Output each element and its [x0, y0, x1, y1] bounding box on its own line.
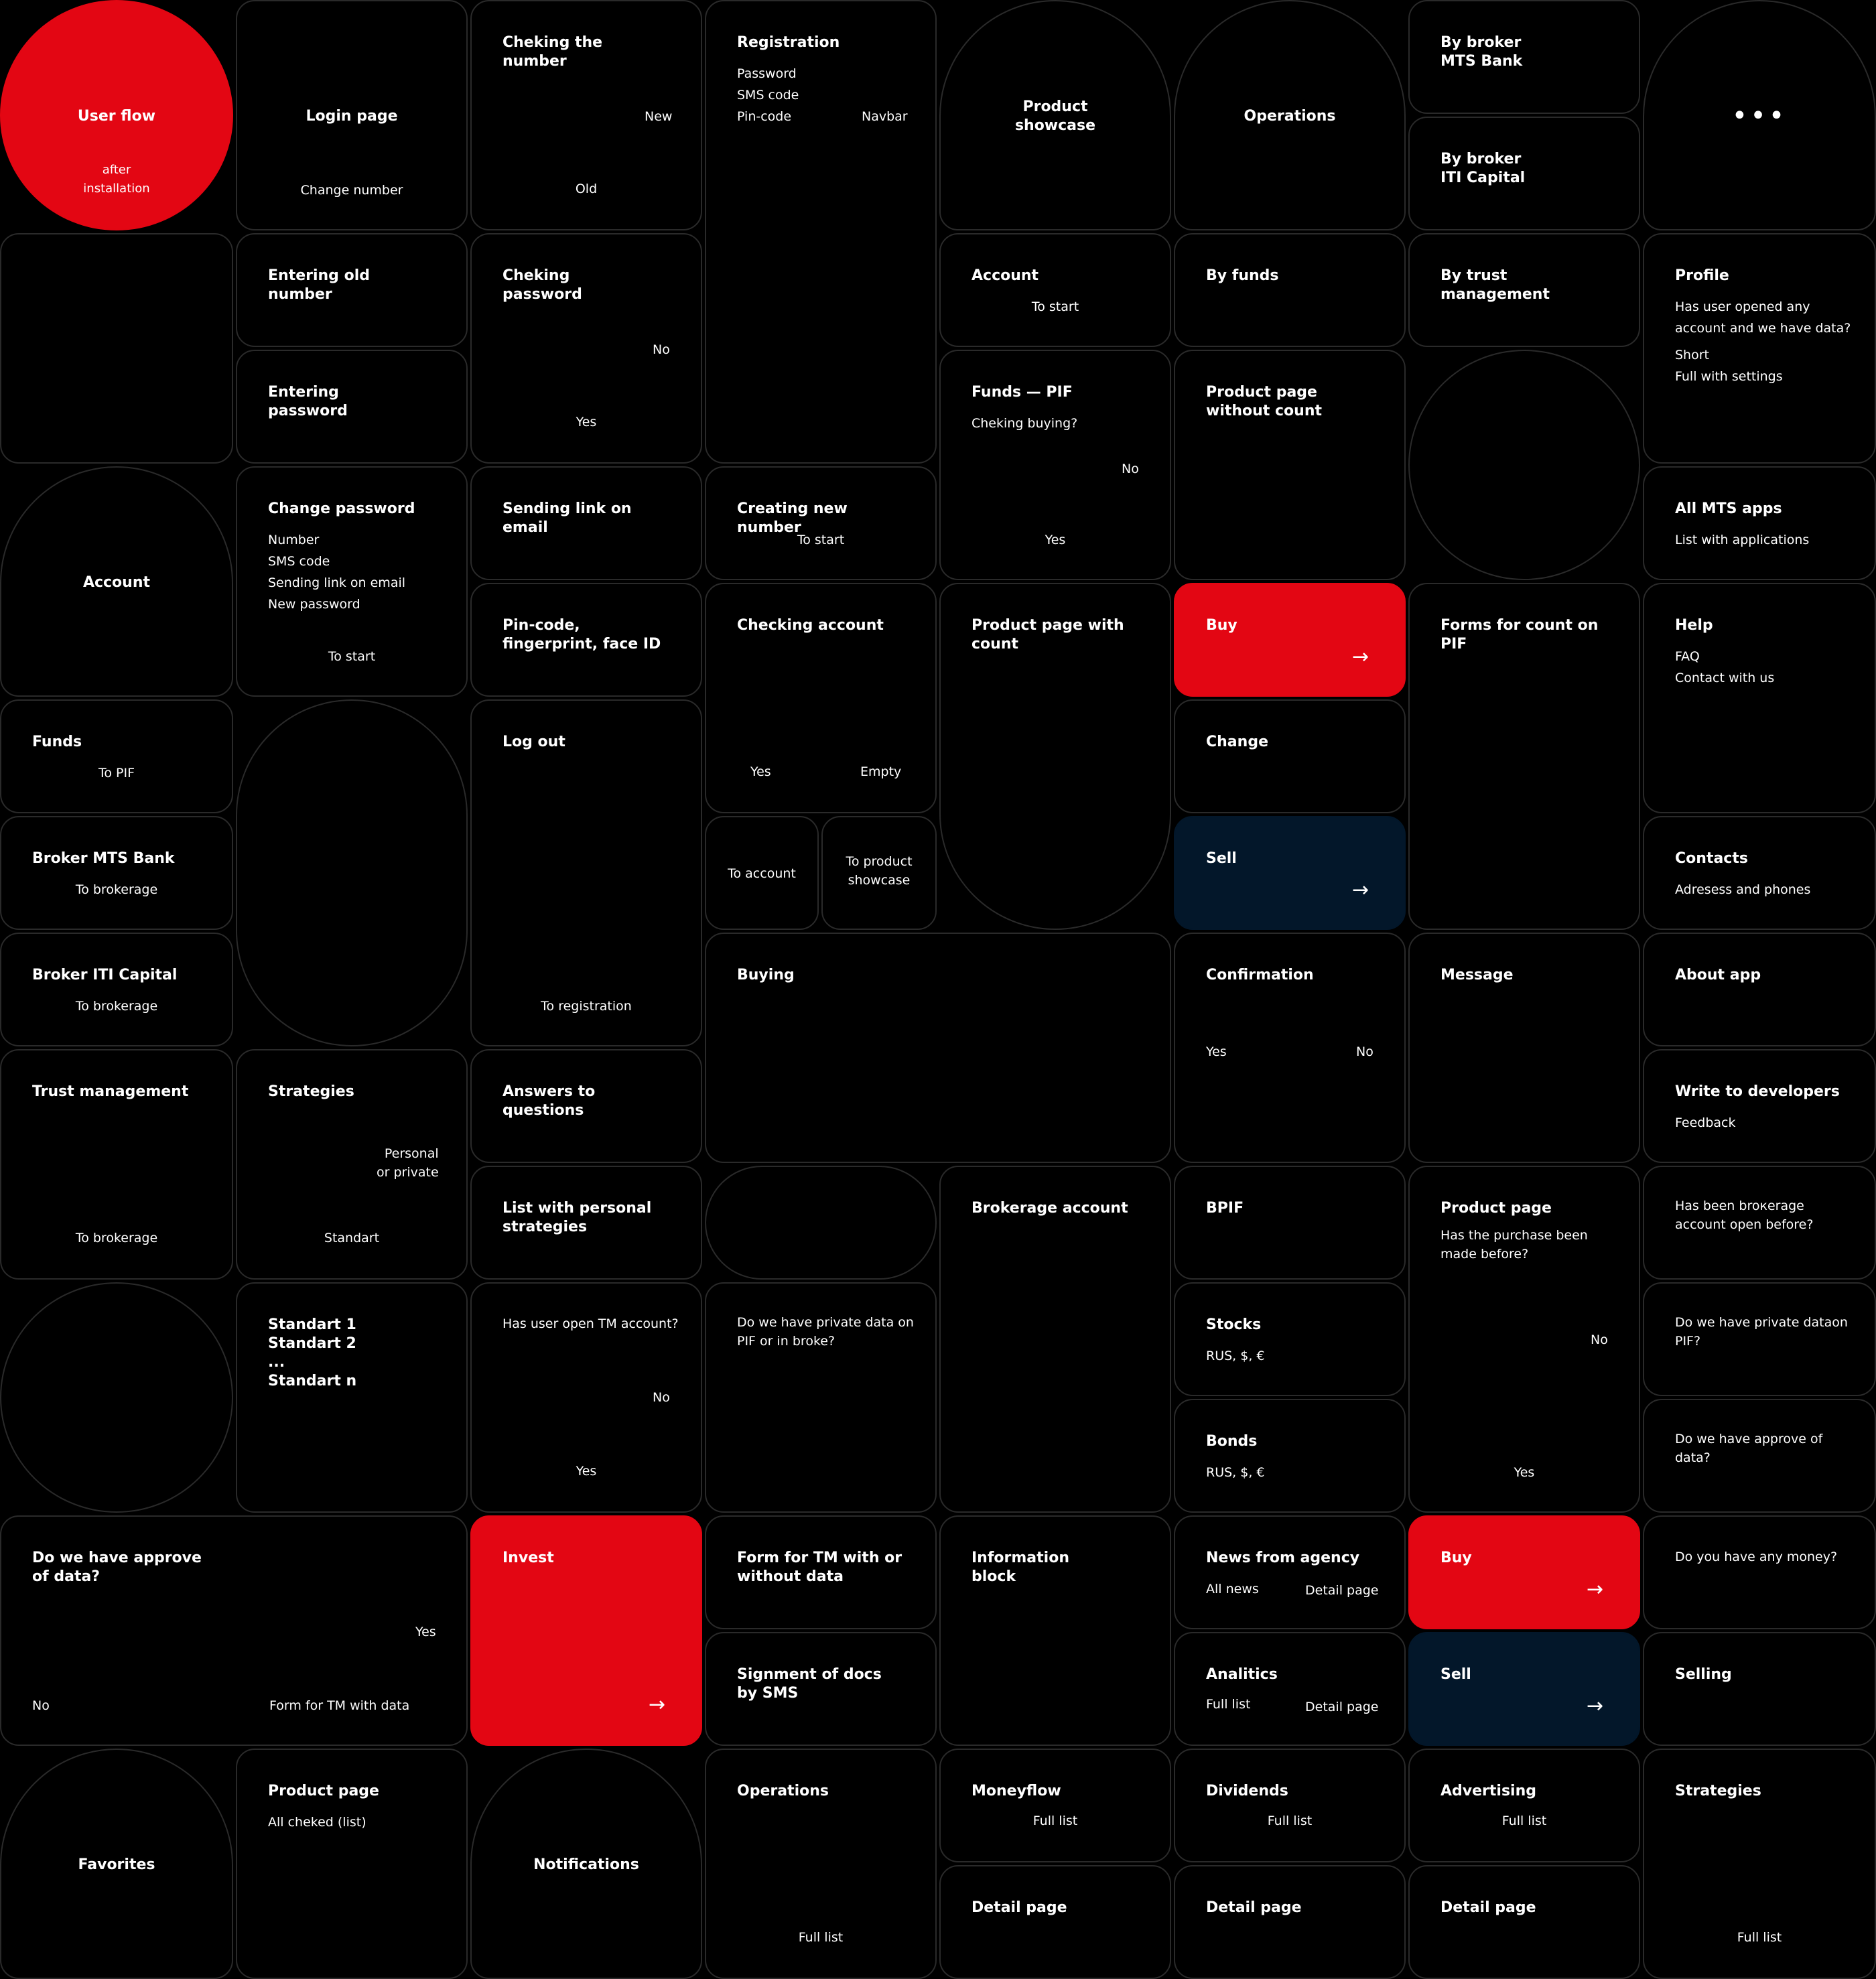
- detail-page-card-2[interactable]: [1174, 1865, 1406, 1979]
- card-title: Sending link on email: [503, 500, 632, 536]
- card-title: Information block: [972, 1550, 1069, 1585]
- answers-card[interactable]: [470, 1049, 702, 1163]
- card-subtitle: To registration: [541, 999, 632, 1014]
- option-no: No: [1122, 462, 1139, 476]
- operations-card[interactable]: [1174, 0, 1406, 230]
- card-question: Do we have private data on PIF or in broke?: [737, 1315, 914, 1349]
- money-question-card[interactable]: [1643, 1515, 1876, 1629]
- card-title: Write to developers: [1675, 1083, 1840, 1100]
- selling-card[interactable]: [1643, 1632, 1876, 1746]
- card-subtitle: To brokerage: [75, 1231, 158, 1245]
- card-subtitle: Change number: [300, 183, 403, 198]
- by-broker-iti-card[interactable]: [1408, 117, 1640, 230]
- creating-new-number-card[interactable]: [705, 466, 937, 580]
- arrow-right-icon: →: [1587, 1578, 1604, 1601]
- trust-management-card[interactable]: [0, 1049, 233, 1280]
- card-title: Strategies: [1675, 1783, 1761, 1799]
- analitics-card[interactable]: [1174, 1632, 1406, 1746]
- moneyflow-card[interactable]: [939, 1749, 1171, 1862]
- card-title: Favorites: [78, 1856, 155, 1873]
- card-title: Answers to questions: [503, 1083, 596, 1119]
- product-page-card[interactable]: [1408, 1166, 1640, 1513]
- card-title: Account: [82, 574, 151, 591]
- card-title: Cheking the number: [503, 34, 603, 70]
- card-title: Account: [972, 267, 1039, 284]
- card-title: By broker MTS Bank: [1440, 34, 1523, 70]
- option-no: No: [653, 342, 670, 357]
- card-title: Notifications: [533, 1856, 639, 1873]
- card-title: Entering password: [268, 384, 348, 419]
- card-title: BPIF: [1206, 1200, 1244, 1217]
- registration-card[interactable]: [705, 0, 937, 464]
- tm-account-card[interactable]: [470, 1282, 702, 1513]
- entering-old-number-card[interactable]: [236, 233, 468, 347]
- card-subtitle: To start: [1031, 299, 1079, 314]
- dividends-card[interactable]: [1174, 1749, 1406, 1862]
- card-title: Buying: [737, 967, 795, 983]
- change-password-items: Number SMS code Sending link on email New password: [268, 533, 406, 612]
- card-title: Confirmation: [1206, 967, 1314, 983]
- option-detail: Detail page: [1305, 1583, 1379, 1598]
- card-title: Creating new number: [737, 500, 848, 536]
- card-title: To product showcase: [846, 854, 913, 888]
- card-title: Checking account: [737, 617, 884, 634]
- card-title: Dividends: [1206, 1783, 1288, 1799]
- card-title: By trust management: [1440, 267, 1550, 303]
- brokerage-account-card[interactable]: [939, 1166, 1171, 1513]
- card-title: Profile: [1675, 267, 1729, 284]
- user-flow-card[interactable]: [0, 0, 233, 230]
- card-title: Operations: [1244, 108, 1336, 125]
- option-form: Form for TM with data: [269, 1698, 410, 1713]
- option-yes: Yes: [415, 1625, 436, 1639]
- option-yes: Yes: [1045, 533, 1066, 547]
- arrow-right-icon: →: [649, 1693, 666, 1716]
- card-title: Product page with count: [972, 617, 1124, 653]
- confirmation-card[interactable]: [1174, 933, 1406, 1163]
- card-title: Strategies: [268, 1083, 354, 1100]
- list-personal-strategies-card[interactable]: [470, 1166, 702, 1280]
- card-title: Help: [1675, 617, 1713, 634]
- log-out-card[interactable]: [470, 699, 702, 1046]
- card-title: Cheking password: [503, 267, 582, 303]
- card-title: Detail page: [1206, 1899, 1302, 1916]
- card-title: Product page: [1440, 1200, 1552, 1217]
- card-title: By funds: [1206, 267, 1279, 284]
- card-title: Advertising: [1440, 1783, 1536, 1799]
- notifications-card[interactable]: [470, 1749, 702, 1979]
- bonds-card[interactable]: [1174, 1399, 1406, 1513]
- standart-list-card[interactable]: [236, 1282, 468, 1513]
- checking-password-card[interactable]: [470, 233, 702, 464]
- card-title: Funds — PIF: [972, 384, 1073, 401]
- option-yes: Yes: [576, 415, 597, 429]
- buying-card[interactable]: [705, 933, 1171, 1163]
- option-personal: Personal or private: [377, 1146, 439, 1180]
- card-title: Broker MTS Bank: [32, 850, 175, 867]
- card-title: Analitics: [1206, 1666, 1278, 1683]
- broker-mts-bank-card[interactable]: [0, 816, 233, 930]
- card-question: Do we have private dataon PIF?: [1675, 1315, 1848, 1349]
- product-showcase-card[interactable]: [939, 0, 1171, 230]
- option-empty: Empty: [860, 764, 902, 779]
- card-title: Product page: [268, 1783, 379, 1799]
- option-old: Old: [575, 182, 598, 196]
- card-title: Broker ITI Capital: [32, 967, 178, 983]
- card-title: Signment of docs by SMS: [737, 1666, 882, 1702]
- card-question: Do we have approve of data?: [1675, 1432, 1823, 1465]
- option-detail: Detail page: [1305, 1700, 1379, 1714]
- option-no: No: [1591, 1333, 1608, 1347]
- card-subtitle: Full list: [798, 1930, 844, 1945]
- card-subtitle: Adresess and phones: [1675, 882, 1811, 897]
- card-title: Message: [1440, 967, 1514, 983]
- card-title: News from agency: [1206, 1550, 1360, 1566]
- card-subtitle: To brokerage: [75, 999, 158, 1014]
- card-question: Has been broкerage account open before?: [1675, 1199, 1814, 1232]
- strategies-list-card[interactable]: [1643, 1749, 1876, 1979]
- card-question: Do you have any money?: [1675, 1550, 1838, 1564]
- change-password-card[interactable]: [236, 466, 468, 697]
- option-yes: Yes: [750, 764, 771, 779]
- empty-pill: [705, 1166, 937, 1280]
- sell-button-2[interactable]: [1408, 1632, 1640, 1746]
- private-data-pif2-card[interactable]: [1643, 1282, 1876, 1396]
- pin-code-card[interactable]: [470, 583, 702, 697]
- empty-circle: [1408, 350, 1640, 580]
- card-title: All MTS apps: [1675, 500, 1782, 517]
- card-title: Buy: [1440, 1550, 1472, 1566]
- card-subtitle: Full list: [1501, 1814, 1547, 1828]
- about-app-card[interactable]: [1643, 933, 1876, 1046]
- option-no: No: [1356, 1044, 1374, 1059]
- invest-button[interactable]: [470, 1515, 702, 1746]
- card-title: Selling: [1675, 1666, 1732, 1683]
- more-card[interactable]: [1643, 0, 1876, 230]
- option-navbar: Navbar: [862, 109, 908, 124]
- card-subtitle: List with applications: [1675, 533, 1810, 547]
- empty-circle: [0, 1282, 233, 1513]
- card-title: Bonds: [1206, 1433, 1258, 1450]
- card-subtitle: Full list: [1267, 1814, 1313, 1828]
- empty-card: [0, 233, 233, 464]
- to-product-showcase-card[interactable]: [821, 816, 937, 930]
- buy-button[interactable]: [1174, 583, 1406, 697]
- registration-items: Password SMS code Pin-code: [737, 66, 799, 124]
- card-subtitle: To PIF: [98, 766, 135, 780]
- profile-options: Short Full with settings: [1675, 348, 1783, 384]
- sending-link-card[interactable]: [470, 466, 702, 580]
- funds-pif-card[interactable]: [939, 350, 1171, 580]
- buy-button-2[interactable]: [1408, 1515, 1640, 1629]
- contacts-card[interactable]: [1643, 816, 1876, 930]
- bpif-card[interactable]: [1174, 1166, 1406, 1280]
- card-question: Has the purchase been made before?: [1440, 1228, 1588, 1261]
- favorites-card[interactable]: [0, 1749, 233, 1979]
- detail-page-card-3[interactable]: [1408, 1865, 1640, 1979]
- funds-card[interactable]: [0, 699, 233, 813]
- change-card[interactable]: [1174, 699, 1406, 813]
- card-title: By broker ITI Capital: [1440, 151, 1526, 186]
- product-page-with-count-card[interactable]: [939, 583, 1171, 930]
- card-title: Change: [1206, 734, 1268, 750]
- sell-button[interactable]: [1174, 816, 1406, 930]
- card-title: Forms for count on PIF: [1440, 617, 1599, 653]
- card-subtitle: To start: [797, 533, 845, 547]
- account-start-card[interactable]: [939, 233, 1171, 347]
- card-subtitle: Full list: [1737, 1930, 1782, 1945]
- information-block-card[interactable]: [939, 1515, 1171, 1746]
- form-tm-card[interactable]: [705, 1515, 937, 1629]
- empty-pill: [236, 699, 468, 1046]
- card-subtitle: All cheked (list): [268, 1815, 366, 1830]
- card-title: List with personal strategies: [503, 1200, 652, 1235]
- card-question: Has user open TM account?: [503, 1316, 679, 1331]
- card-question: Has user opened any account and we have data?: [1675, 299, 1851, 336]
- option-yes: Yes: [1206, 1044, 1227, 1059]
- card-title: Contacts: [1675, 850, 1748, 867]
- detail-page-card-1[interactable]: [939, 1865, 1171, 1979]
- arrow-right-icon: →: [1352, 878, 1369, 902]
- card-title: Detail page: [1440, 1899, 1536, 1916]
- card-title: Brokerage account: [972, 1200, 1128, 1217]
- broker-iti-capital-card[interactable]: [0, 933, 233, 1046]
- card-title: Log out: [503, 734, 565, 750]
- card-title: Registration: [737, 34, 840, 51]
- forms-for-count-card[interactable]: [1408, 583, 1640, 930]
- approve-data-card[interactable]: [1643, 1399, 1876, 1513]
- card-title: Funds: [32, 734, 82, 750]
- to-account-card[interactable]: [705, 816, 819, 930]
- signment-docs-card[interactable]: [705, 1632, 937, 1746]
- write-to-developers-card[interactable]: [1643, 1049, 1876, 1163]
- card-title: Standart 1 Standart 2 ... Standart n: [268, 1316, 357, 1389]
- card-title: Sell: [1440, 1666, 1471, 1683]
- account-card[interactable]: [0, 466, 233, 697]
- card-title: Change password: [268, 500, 415, 517]
- card-subtitle: To brokerage: [75, 882, 158, 897]
- approve-of-data-card[interactable]: [0, 1515, 468, 1746]
- card-title: Product showcase: [1014, 98, 1096, 134]
- card-title: Pin-code, fingerprint, face ID: [503, 617, 661, 653]
- message-card[interactable]: [1408, 933, 1640, 1163]
- card-title: Operations: [737, 1783, 829, 1799]
- card-title: Detail page: [972, 1899, 1067, 1916]
- entering-password-card[interactable]: [236, 350, 468, 464]
- all-mts-apps-card[interactable]: [1643, 466, 1876, 580]
- product-page-favorites-card[interactable]: [236, 1749, 468, 1979]
- help-card[interactable]: [1643, 583, 1876, 813]
- option-standart: Standart: [324, 1231, 380, 1245]
- card-question: Cheking buying?: [972, 416, 1078, 431]
- news-card[interactable]: [1174, 1515, 1406, 1629]
- more-icon[interactable]: •••: [1731, 100, 1788, 131]
- checking-account-card[interactable]: [705, 583, 937, 813]
- card-subtitle: Full list: [1032, 1814, 1078, 1828]
- product-page-no-count-card[interactable]: [1174, 350, 1406, 580]
- card-title: User flow: [77, 108, 156, 125]
- card-subtitle: after installation: [83, 163, 150, 196]
- private-data-pif-card[interactable]: [705, 1282, 937, 1513]
- option-no: No: [32, 1698, 50, 1713]
- card-title: Sell: [1206, 850, 1237, 867]
- option-no: No: [653, 1390, 670, 1405]
- by-funds-card[interactable]: [1174, 233, 1406, 347]
- arrow-right-icon: →: [1352, 645, 1369, 669]
- card-subtitle: Feedback: [1675, 1115, 1736, 1130]
- card-title: Invest: [503, 1550, 554, 1566]
- card-subtitle: To start: [328, 649, 376, 664]
- option-yes: Yes: [576, 1464, 597, 1479]
- card-title: Stocks: [1206, 1316, 1262, 1333]
- by-trust-management-card[interactable]: [1408, 233, 1640, 347]
- brokerage-before-card[interactable]: [1643, 1166, 1876, 1280]
- option-full-list: Full list: [1206, 1697, 1251, 1712]
- card-title: Buy: [1206, 617, 1237, 634]
- stocks-card[interactable]: [1174, 1282, 1406, 1396]
- card-subtitle: RUS, $, €: [1206, 1465, 1265, 1480]
- card-title: Moneyflow: [972, 1783, 1061, 1799]
- option-all-news: All news: [1206, 1582, 1259, 1596]
- card-title: To account: [728, 866, 796, 881]
- operations-list-card[interactable]: [705, 1749, 937, 1979]
- arrow-right-icon: →: [1587, 1694, 1604, 1718]
- help-items: FAQ Contact with us: [1675, 649, 1775, 685]
- option-yes: Yes: [1514, 1465, 1535, 1480]
- card-title: Do we have approve of data?: [32, 1550, 202, 1585]
- card-subtitle: RUS, $, €: [1206, 1349, 1265, 1363]
- card-title: Login page: [306, 108, 398, 125]
- login-page-card[interactable]: [236, 0, 468, 230]
- card-title: Form for TM with or without data: [737, 1550, 902, 1585]
- card-title: Trust management: [32, 1083, 189, 1100]
- card-title: Product page without count: [1206, 384, 1322, 419]
- by-broker-mts-card[interactable]: [1408, 0, 1640, 114]
- card-title: Entering old number: [268, 267, 370, 303]
- strategies-card[interactable]: [236, 1049, 468, 1280]
- card-title: About app: [1675, 967, 1761, 983]
- profile-card[interactable]: [1643, 233, 1876, 464]
- checking-number-card[interactable]: [470, 0, 702, 230]
- option-new: New: [645, 109, 673, 124]
- advertising-card[interactable]: [1408, 1749, 1640, 1862]
